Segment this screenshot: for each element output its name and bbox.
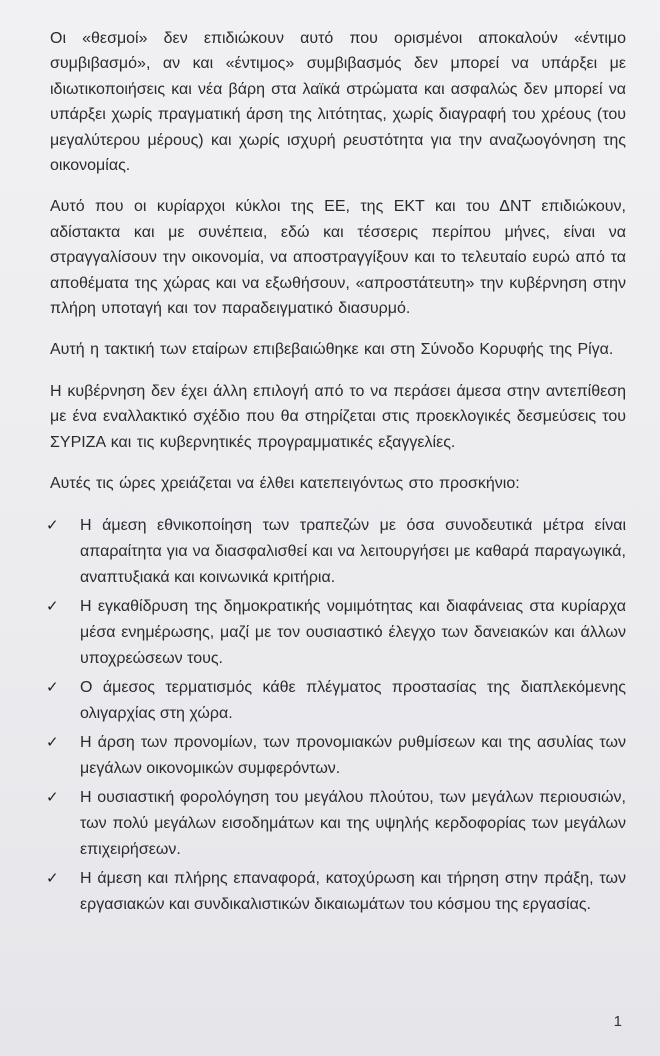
list-item-text: Ο άμεσος τερματισμός κάθε πλέγματος προστασίας της διαπλεκόμενης ολιγαρχίας στη χώρα. (80, 678, 626, 722)
checkmark-icon: ✓ (46, 597, 59, 615)
paragraph-eu-ecb-imf: Αυτό που οι κυρίαρχοι κύκλοι της ΕΕ, της ΕΚΤ και του ΔΝΤ επιδιώκουν, αδίστακτα και με συνέπεια, εδώ και τέσσερις περίπου μήνες, είναι να στραγγαλίσουν την οικονομία, να αποστραγγίξουν και το τελευταίο ευρώ από τα αποθέματα της χώρας και να εξωθήσουν, «απροστάτευτη» την κυβέρνηση στην πλήρη υποταγή και τον παραδειγματικό διασυρμό. (50, 198, 626, 318)
list-item-text: Η άρση των προνομίων, των προνομιακών ρυθμίσεων και της ασυλίας των μεγάλων οικονομικών συμφερόντων. (80, 733, 626, 777)
list-item-text: Η ουσιαστική φορολόγηση του μεγάλου πλούτου, των μεγάλων περιουσιών, των πολύ μεγάλων εισοδημάτων και της υψηλής κερδοφορίας των μεγάλων επιχειρήσεων. (80, 788, 626, 858)
list-item-text: Η άμεση εθνικοποίηση των τραπεζών με όσα συνοδευτικά μέτρα είναι απαραίτητα για να διασφαλισθεί και να λειτουργήσει με καθαρά παραγωγικά, αναπτυξιακά και κοινωνικά κριτήρια. (80, 516, 626, 586)
list-item (46, 866, 626, 918)
paragraph-government-counterattack: Η κυβέρνηση δεν έχει άλλη επιλογή από το να περάσει άμεσα στην αντεπίθεση με ένα εναλλακτικό σχέδιο που θα στηρίζεται στις προεκλογικές δεσμεύσεις του ΣΥΡΙΖΑ και τις κυβερνητικές προγραμματικές εξαγγελίες. (50, 382, 626, 451)
demands-list (46, 513, 626, 918)
checkmark-icon: ✓ (46, 869, 59, 887)
paragraph-institutions: Οι «θεσμοί» δεν επιδιώκουν αυτό που ορισμένοι αποκαλούν «έντιμο συμβιβασμό», αν και «έντιμος» συμβιβασμός δεν μπορεί να υπάρξει με ιδιωτικοποιήσεις και νέα βάρη στα λαϊκά στρώματα και ασφαλώς δεν μπορεί να υπάρξει χωρίς πραγματική άρση της λιτότητας, χωρίς διαγραφή του χρέους (του μεγαλύτερου μέρους) και χωρίς ισχυρή ρευστότητα για την αναζωογόνηση της οικονομίας. (50, 30, 626, 175)
checkmark-icon: ✓ (46, 678, 59, 696)
checkmark-icon: ✓ (46, 733, 59, 751)
paragraph-riga-summit: Αυτή η τακτική των εταίρων επιβεβαιώθηκε και στη Σύνοδο Κορυφής της Ρίγα. (50, 341, 614, 359)
list-item (46, 513, 626, 591)
list-item (46, 785, 626, 863)
list-item (46, 730, 626, 782)
checkmark-icon: ✓ (46, 516, 59, 534)
list-item (46, 675, 626, 727)
paragraph-urgent-intro: Αυτές τις ώρες χρειάζεται να έλθει κατεπειγόντως στο προσκήνιο: (50, 475, 520, 493)
checkmark-icon: ✓ (46, 788, 59, 806)
list-item (46, 594, 626, 672)
list-item-text: Η άμεση και πλήρης επαναφορά, κατοχύρωση και τήρηση στην πράξη, των εργασιακών και συνδικαλιστικών δικαιωμάτων του κόσμου της εργασίας. (80, 869, 626, 913)
document-body (46, 26, 626, 921)
list-item-text: Η εγκαθίδρυση της δημοκρατικής νομιμότητας και διαφάνειας στα κυρίαρχα μέσα ενημέρωσης, μαζί με τον ουσιαστικό έλεγχο των δανειακών και άλλων υποχρεώσεων τους. (80, 597, 626, 667)
page-number: 1 (613, 1013, 622, 1030)
